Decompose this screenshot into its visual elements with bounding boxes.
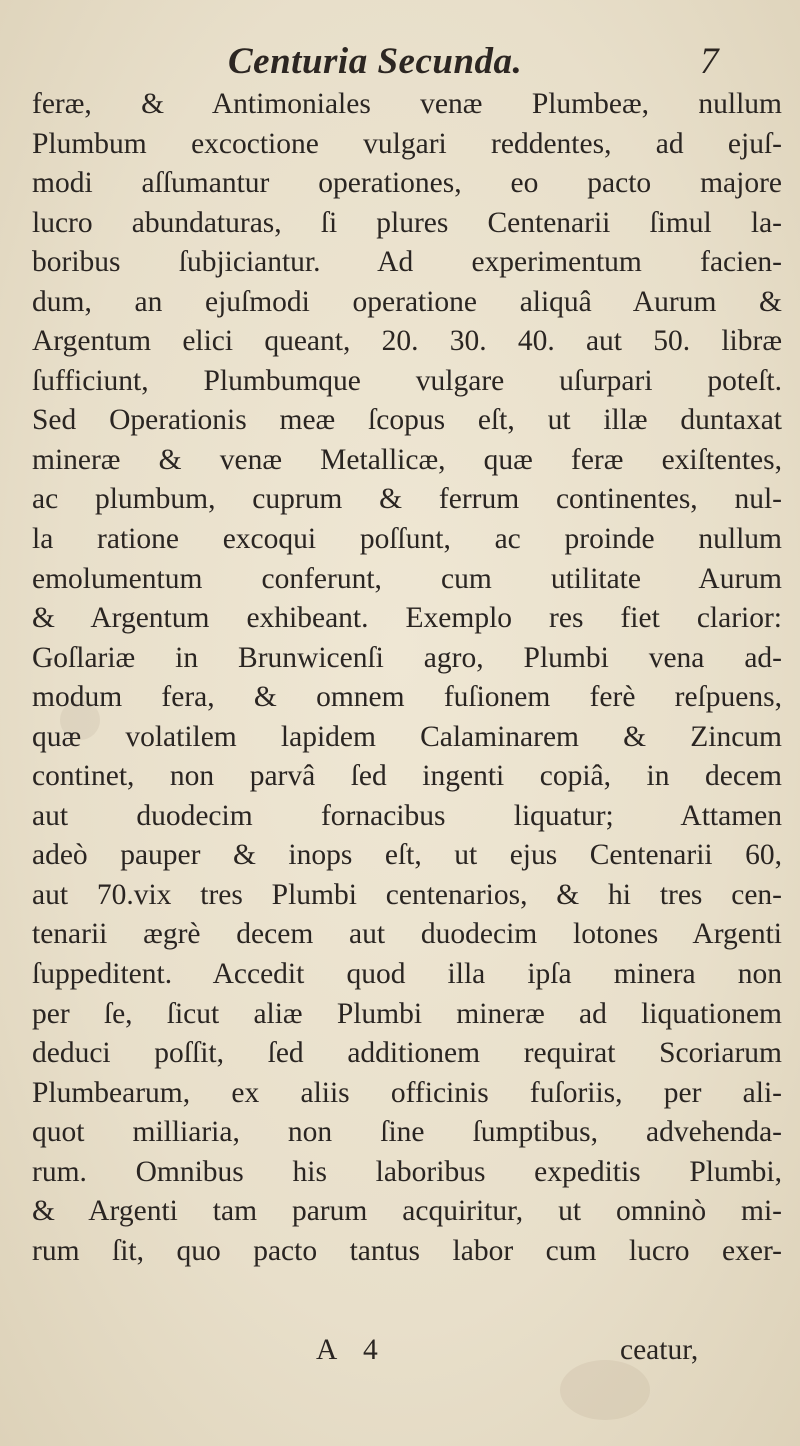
- body-text: [32, 85, 782, 1271]
- text-line: rum. Omnibus his laboribus expeditis Plumbi,: [32, 1155, 782, 1188]
- text-line: aut duodecim fornacibus liquatur; Attamen: [32, 799, 782, 832]
- text-line: emolumentum conferunt, cum utilitate Aurum: [32, 562, 782, 595]
- text-line: continet, non parvâ ſed ingenti copiâ, in decem: [32, 760, 782, 793]
- text-line: quæ volatilem lapidem Calaminarem & Zincum: [32, 720, 782, 753]
- text-line: lucro abundaturas, ſi plures Centenarii ſimul la-: [32, 206, 782, 239]
- text-line: ſuppeditent. Accedit quod illa ipſa minera non: [32, 958, 782, 991]
- text-line: dum, an ejuſmodi operatione aliquâ Aurum &: [32, 285, 782, 318]
- text-line: & Argenti tam parum acquiritur, ut omninò mi-: [32, 1195, 782, 1228]
- running-title: Centuria Secunda.: [228, 41, 523, 82]
- text-line: Plumbearum, ex aliis officinis fuſoriis, per ali-: [32, 1076, 782, 1109]
- text-line: modum fera, & omnem fuſionem ferè reſpuens,: [32, 681, 782, 714]
- catchword: ceatur,: [620, 1334, 699, 1366]
- text-line: la ratione excoqui poſſunt, ac proinde nullum: [32, 523, 782, 556]
- paper-stain: [560, 1360, 650, 1420]
- text-line: per ſe, ſicut aliæ Plumbi mineræ ad liquationem: [32, 997, 782, 1030]
- text-line: mineræ & venæ Metallicæ, quæ feræ exiſtentes,: [32, 443, 782, 476]
- text-line: ac plumbum, cuprum & ferrum continentes, nul-: [32, 483, 782, 516]
- signature-mark: A 4: [316, 1334, 388, 1366]
- text-line: modi aſſumantur operationes, eo pacto majore: [32, 167, 782, 200]
- page-number: 7: [700, 41, 719, 82]
- text-line: rum ſit, quo pacto tantus labor cum lucro exer-: [32, 1234, 782, 1267]
- text-line: adeò pauper & inops eſt, ut ejus Centenarii 60,: [32, 839, 782, 872]
- text-line: Plumbum excoctione vulgari reddentes, ad ejuſ-: [32, 127, 782, 160]
- text-line: deduci poſſit, ſed additionem requirat Scoriarum: [32, 1037, 782, 1070]
- text-line: aut 70.vix tres Plumbi centenarios, & hi tres cen-: [32, 878, 782, 911]
- text-line: Goſlariæ in Brunwicenſi agro, Plumbi vena ad-: [32, 641, 782, 674]
- text-line: ſufficiunt, Plumbumque vulgare uſurpari poteſt.: [32, 364, 782, 397]
- text-line: feræ, & Antimoniales venæ Plumbeæ, nullum: [32, 88, 782, 120]
- text-line: & Argentum exhibeant. Exemplo res fiet clarior:: [32, 602, 782, 635]
- text-line: Sed Operationis meæ ſcopus eſt, ut illæ duntaxat: [32, 404, 782, 437]
- text-line: boribus ſubjiciantur. Ad experimentum facien-: [32, 246, 782, 279]
- text-line: quot milliaria, non ſine ſumptibus, advehenda-: [32, 1116, 782, 1149]
- text-line: tenarii ægrè decem aut duodecim lotones Argenti: [32, 918, 782, 951]
- text-line: Argentum elici queant, 20. 30. 40. aut 50. libræ: [32, 325, 782, 358]
